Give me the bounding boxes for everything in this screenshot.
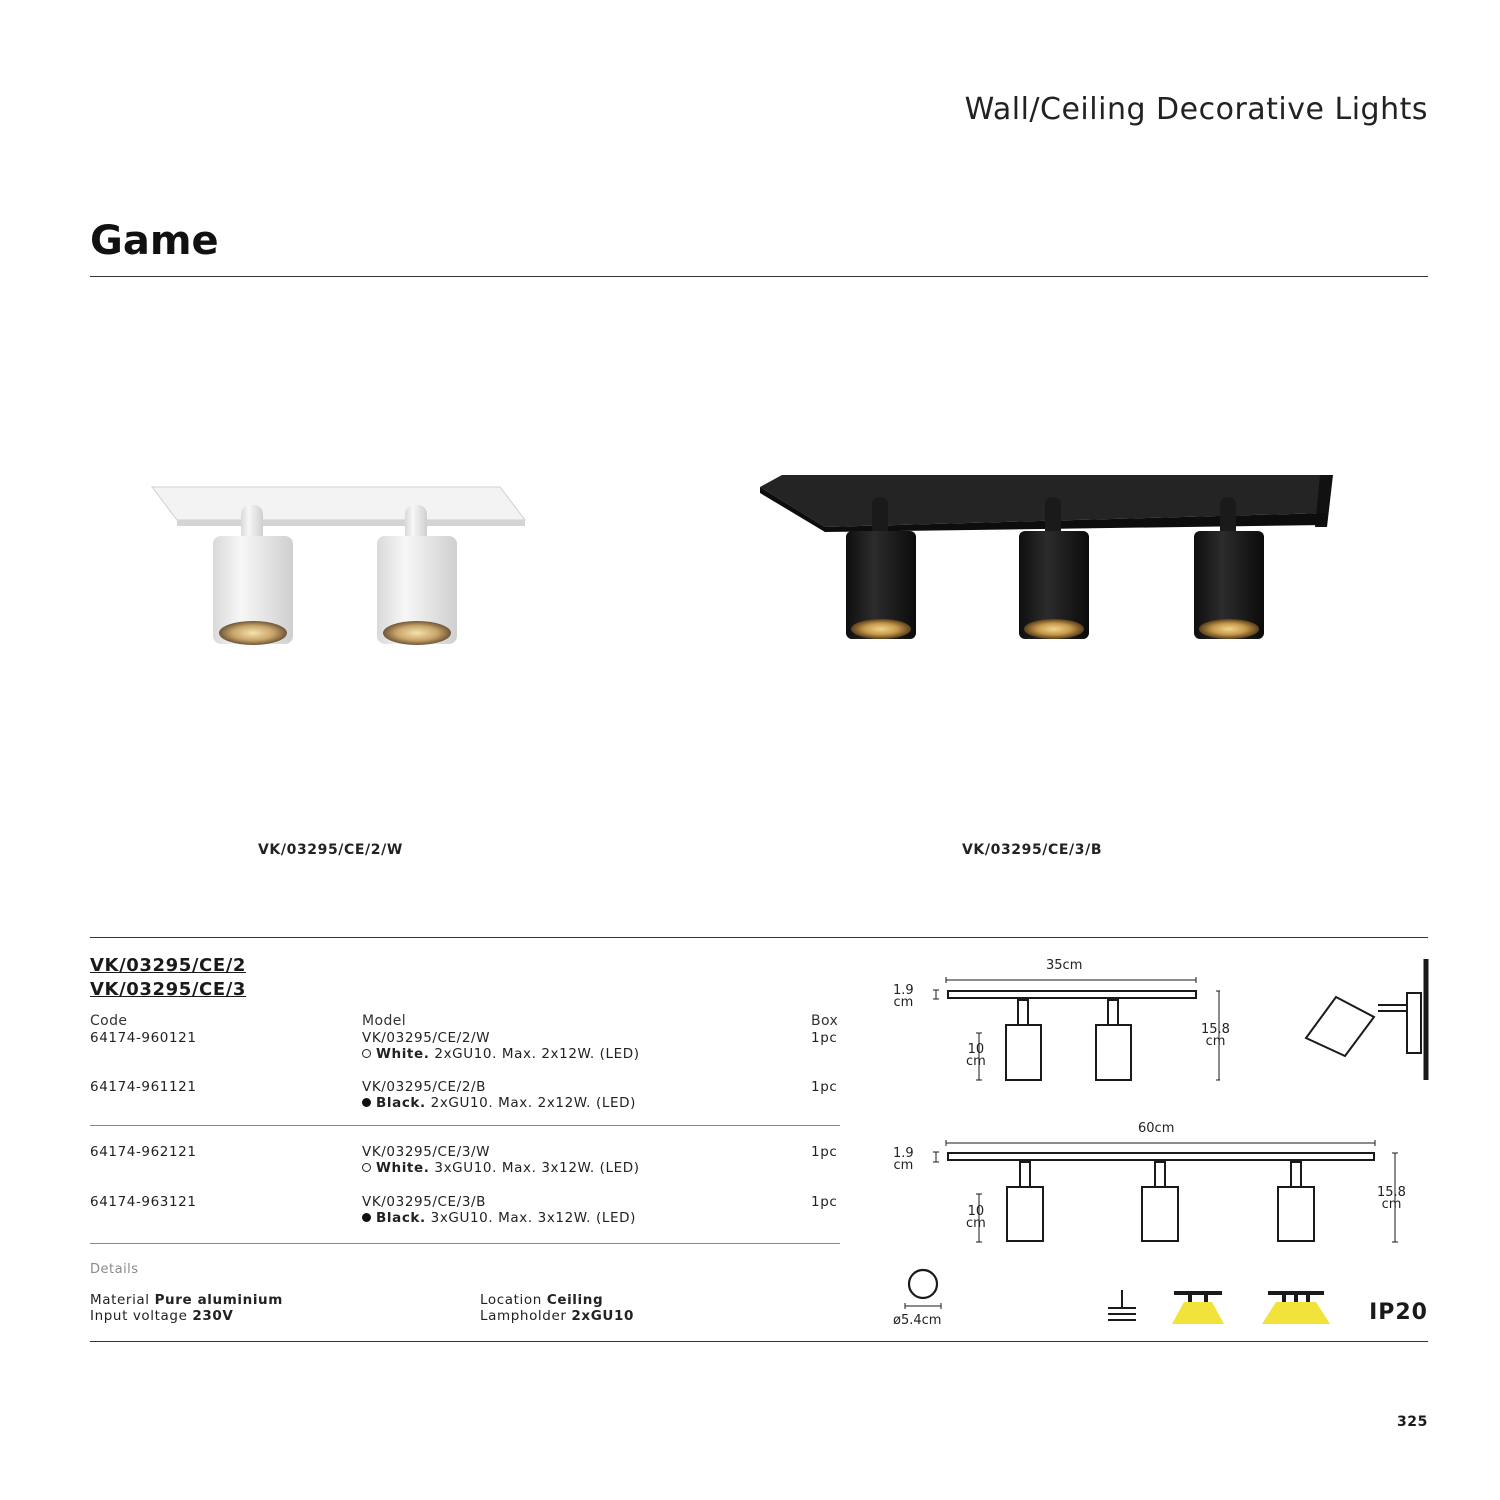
row-1-code: 64174-960121: [90, 1030, 197, 1046]
material-spec: Material Pure aluminium: [90, 1292, 283, 1308]
arm-length-label-top: 10 cm: [966, 1042, 986, 1069]
details-label: Details: [90, 1262, 139, 1277]
width-label-60: 60cm: [1138, 1121, 1175, 1136]
column-header-code: Code: [90, 1013, 128, 1029]
family-name-2: VK/03295/CE/2: [90, 955, 247, 976]
row-3-model: VK/03295/CE/3/W: [362, 1144, 491, 1160]
side-view-drawing: [1300, 955, 1430, 1085]
row-4-box: 1pc: [811, 1194, 838, 1210]
table-end-divider: [90, 1243, 840, 1244]
row-2-model: VK/03295/CE/2/B: [362, 1079, 487, 1095]
lampholder-spec: Lampholder 2xGU10: [480, 1308, 634, 1324]
title-divider: [90, 276, 1428, 277]
black-color-dot-icon: [362, 1098, 371, 1107]
table-group-divider: [90, 1125, 840, 1126]
white-color-dot-icon: [362, 1163, 371, 1172]
page-number: 325: [1396, 1414, 1428, 1430]
row-1-spec: White. 2xGU10. Max. 2x12W. (LED): [362, 1046, 640, 1062]
bottom-divider: [90, 1341, 1428, 1342]
row-2-box: 1pc: [811, 1079, 838, 1095]
product-photo-white-2-light: [140, 470, 540, 660]
row-3-box: 1pc: [811, 1144, 838, 1160]
row-2-spec: Black. 2xGU10. Max. 2x12W. (LED): [362, 1095, 636, 1111]
product-caption-right: VK/03295/CE/3/B: [962, 842, 1103, 858]
ground-icon: [1105, 1288, 1139, 1324]
product-caption-left: VK/03295/CE/2/W: [258, 842, 403, 858]
category-heading: Wall/Ceiling Decorative Lights: [964, 92, 1428, 127]
row-1-model: VK/03295/CE/2/W: [362, 1030, 491, 1046]
row-3-code: 64174-962121: [90, 1144, 197, 1160]
black-color-dot-icon: [362, 1213, 371, 1222]
location-spec: Location Ceiling: [480, 1292, 604, 1308]
product-photo-black-3-light: [755, 465, 1335, 650]
voltage-spec: Input voltage 230V: [90, 1308, 234, 1324]
diameter-circle-icon: [900, 1268, 946, 1310]
thickness-label-bottom: 1.9 cm: [893, 1146, 914, 1173]
diameter-label: ø5.4cm: [893, 1313, 942, 1328]
row-1-box: 1pc: [811, 1030, 838, 1046]
product-title: Game: [90, 218, 219, 264]
width-label-35: 35cm: [1046, 958, 1083, 973]
spot-3-light-icon: [1260, 1288, 1332, 1328]
dimension-drawing-3-light: [930, 1138, 1400, 1250]
column-header-box: Box: [811, 1013, 839, 1029]
arm-length-label-bottom: 10 cm: [966, 1204, 986, 1231]
family-name-3: VK/03295/CE/3: [90, 979, 247, 1000]
row-4-model: VK/03295/CE/3/B: [362, 1194, 487, 1210]
ip-rating: IP20: [1369, 1300, 1428, 1325]
spec-section-divider: [90, 937, 1428, 938]
column-header-model: Model: [362, 1013, 407, 1029]
white-color-dot-icon: [362, 1049, 371, 1058]
row-4-code: 64174-963121: [90, 1194, 197, 1210]
thickness-label-top: 1.9 cm: [893, 983, 914, 1010]
row-3-spec: White. 3xGU10. Max. 3x12W. (LED): [362, 1160, 640, 1176]
dimension-drawing-2-light: [930, 975, 1220, 1090]
spot-2-light-icon: [1168, 1288, 1228, 1328]
row-2-code: 64174-961121: [90, 1079, 197, 1095]
row-4-spec: Black. 3xGU10. Max. 3x12W. (LED): [362, 1210, 636, 1226]
height-label-top: 15.8 cm: [1201, 1022, 1230, 1049]
height-label-bottom: 15.8 cm: [1377, 1185, 1406, 1212]
